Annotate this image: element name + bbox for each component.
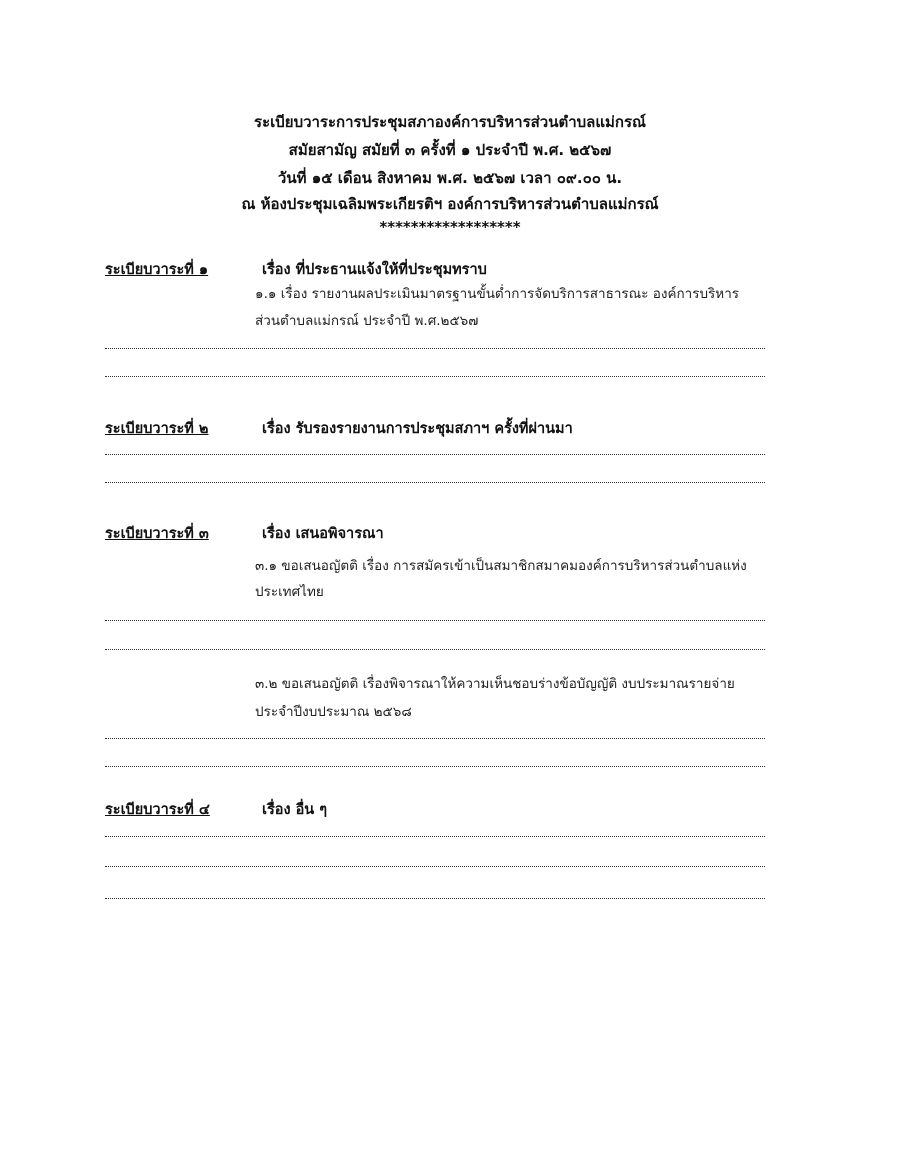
header-venue: ณ ห้องประชุมเฉลิมพระเกียรติฯ องค์การบริหารส่วนตำบลแม่กรณ์: [241, 195, 659, 213]
blank-dotted-line: [105, 866, 765, 867]
agenda-title: เรื่อง อื่น ๆ: [262, 802, 328, 818]
agenda-subitem-line: ๓.๑ ขอเสนอญัตติ เรื่อง การสมัครเข้าเป็นสมาชิกสมาคมองค์การบริหารส่วนตำบลแห่ง: [255, 558, 747, 574]
agenda-label: ระเบียบวาระที่ ๑: [105, 262, 209, 278]
blank-dotted-line: [105, 482, 765, 483]
header-separator-stars: ******************: [379, 218, 521, 236]
blank-dotted-line: [105, 836, 765, 837]
blank-dotted-line: [105, 454, 765, 455]
blank-dotted-line: [105, 376, 765, 377]
agenda-label: ระเบียบวาระที่ ๔: [105, 802, 210, 818]
blank-dotted-line: [105, 620, 765, 621]
agenda-title: เรื่อง รับรองรายงานการประชุมสภาฯ ครั้งที่ผ่านมา: [262, 421, 573, 437]
blank-dotted-line: [105, 766, 765, 767]
header-session: สมัยสามัญ สมัยที่ ๓ ครั้งที่ ๑ ประจำปี พ.ศ. ๒๕๖๗: [288, 141, 612, 159]
blank-dotted-line: [105, 738, 765, 739]
blank-dotted-line: [105, 348, 765, 349]
agenda-subitem-line: ประเทศไทย: [255, 584, 324, 600]
agenda-title: เรื่อง เสนอพิจารณา: [262, 526, 384, 542]
agenda-subitem-line: ๑.๑ เรื่อง รายงานผลประเมินมาตรฐานขั้นต่ำการจัดบริการสาธารณะ องค์การบริหาร: [255, 286, 740, 302]
agenda-subitem-line: ประจำปีงบประมาณ ๒๕๖๘: [255, 704, 412, 720]
agenda-subitem-line: ๓.๒ ขอเสนอญัตติ เรื่องพิจารณาให้ความเห็นชอบร่างข้อบัญญัติ งบประมาณรายจ่าย: [255, 676, 735, 692]
agenda-subitem-line: ส่วนตำบลแม่กรณ์ ประจำปี พ.ศ.๒๕๖๗: [255, 313, 479, 329]
blank-dotted-line: [105, 898, 765, 899]
blank-dotted-line: [105, 649, 765, 650]
header-date-time: วันที่ ๑๕ เดือน สิงหาคม พ.ศ. ๒๕๖๗ เวลา ๐๙.๐๐ น.: [277, 169, 623, 187]
agenda-label: ระเบียบวาระที่ ๒: [105, 421, 209, 437]
header-title: ระเบียบวาระการประชุมสภาองค์การบริหารส่วนตำบลแม่กรณ์: [254, 113, 646, 131]
agenda-title: เรื่อง ที่ประธานแจ้งให้ที่ประชุมทราบ: [262, 262, 487, 278]
agenda-label: ระเบียบวาระที่ ๓: [105, 526, 209, 542]
